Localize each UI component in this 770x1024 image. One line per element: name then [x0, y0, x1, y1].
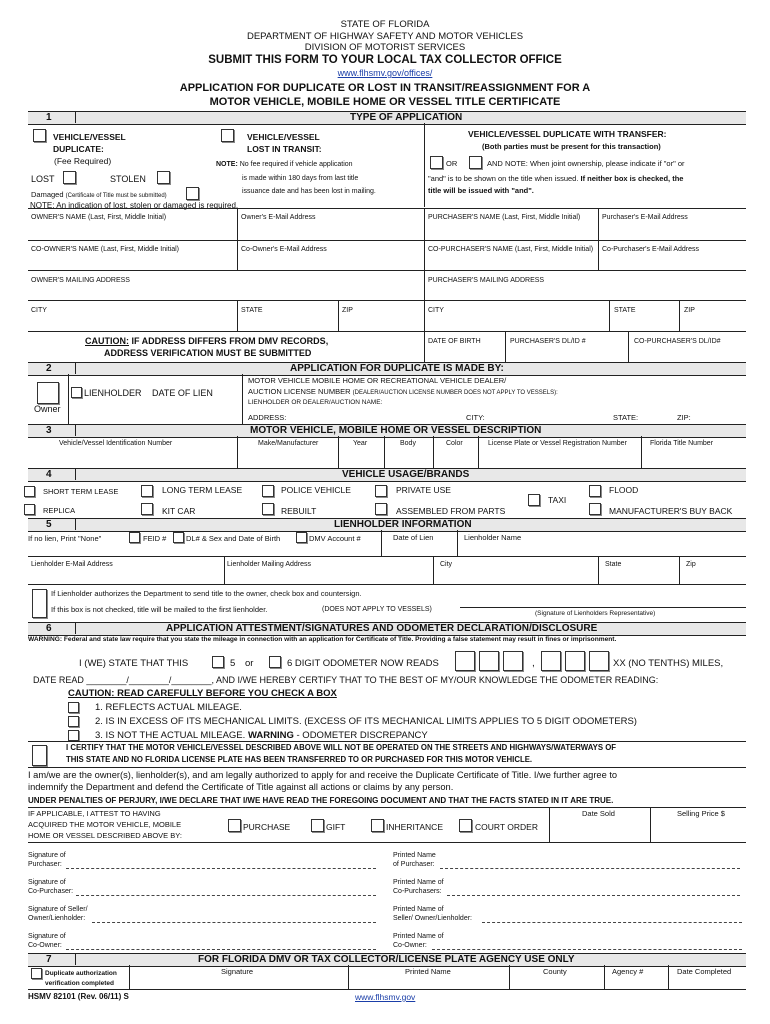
- dealer-city-label: CITY:: [466, 413, 485, 422]
- header-division: DIVISION OF MOTORIST SERVICES: [304, 42, 466, 53]
- transfer-or-checkbox[interactable]: [430, 156, 443, 169]
- stolen-checkbox[interactable]: [157, 171, 170, 184]
- short-term-lease-label: SHORT TERM LEASE: [43, 487, 119, 496]
- lienholder-authorize-text: If Lienholder authorizes the Department to send title to the owner, check box and countersign.: [51, 589, 362, 598]
- if-no-lien-label: If no lien, Print "None": [28, 534, 102, 543]
- purchaser-name-label: PURCHASER'S NAME (Last, First, Middle Initial): [428, 214, 581, 221]
- lost-checkbox[interactable]: [63, 171, 76, 184]
- damaged-label: Damaged (Certificate of Title must be submitted): [31, 190, 167, 199]
- sig-copurchaser-label-line2: Co-Purchaser:: [28, 888, 74, 895]
- section3-title: MOTOR VEHICLE, MOBILE HOME OR VESSEL DESCRIPTION: [250, 425, 542, 436]
- long-term-lease-label: LONG TERM LEASE: [162, 485, 243, 495]
- sig-coowner-line[interactable]: [66, 949, 376, 950]
- lienholder-signature-label: (Signature of Lienholders Representative): [535, 610, 656, 617]
- color-label: Color: [446, 440, 463, 447]
- five-digit-checkbox[interactable]: [212, 656, 224, 668]
- coowner-email-label: Co-Owner's E-Mail Address: [241, 246, 327, 253]
- odometer-comma: ,: [532, 658, 535, 669]
- date-of-lien-label: DATE OF LIEN: [152, 388, 213, 398]
- purchaser-mailing-label: PURCHASER'S MAILING ADDRESS: [428, 277, 545, 284]
- sig-seller-line[interactable]: [92, 922, 376, 923]
- sig-purchaser-label-line1: Signature of: [28, 852, 66, 859]
- kit-car-checkbox[interactable]: [141, 503, 153, 515]
- pn-seller-label-line1: Printed Name of: [393, 906, 444, 913]
- feid-checkbox[interactable]: [129, 532, 140, 543]
- not-actual-label: 3. IS NOT THE ACTUAL MILEAGE. WARNING - ODOMETER DISCREPANCY: [95, 730, 428, 741]
- date-sold-label: Date Sold: [582, 809, 615, 818]
- owner-email-label: Owner's E-Mail Address: [241, 214, 316, 221]
- year-label: Year: [353, 440, 368, 447]
- odometer-digit-4[interactable]: [541, 651, 561, 671]
- sig-coowner-label-line2: Co-Owner:: [28, 942, 62, 949]
- section1-number: 1: [46, 112, 52, 123]
- sig-seller-label-line1: Signature of Seller/: [28, 906, 88, 913]
- owner-city-label: CITY: [31, 307, 47, 314]
- lienholder-checkbox[interactable]: [71, 387, 82, 398]
- section5-title: LIENHOLDER INFORMATION: [334, 519, 472, 530]
- dmv-account-label: DMV Account #: [309, 534, 361, 543]
- attest-line3: HOME OR VESSEL DESCRIBED ABOVE BY:: [28, 831, 182, 840]
- lienholder-email-label: Lienholder E-Mail Address: [31, 561, 113, 568]
- not-actual-checkbox[interactable]: [68, 730, 79, 741]
- six-digit-checkbox[interactable]: [269, 656, 281, 668]
- footer-link[interactable]: www.flhsmv.gov: [355, 992, 416, 1002]
- selling-price-label: Selling Price $: [677, 809, 725, 818]
- sig-copurchaser-label-line1: Signature of: [28, 879, 66, 886]
- caution-address-line1: CAUTION: IF ADDRESS DIFFERS FROM DMV RECORDS,: [85, 336, 329, 346]
- gift-checkbox[interactable]: [311, 819, 324, 832]
- pn-seller-line[interactable]: [482, 922, 742, 923]
- flood-checkbox[interactable]: [589, 485, 601, 497]
- buyback-label: MANUFACTURER'S BUY BACK: [609, 506, 733, 516]
- police-vehicle-checkbox[interactable]: [262, 485, 274, 497]
- section7-title: FOR FLORIDA DMV OR TAX COLLECTOR/LICENSE PLATE AGENCY USE ONLY: [198, 954, 575, 965]
- sig-seller-label-line2: Owner/Lienholder:: [28, 915, 86, 922]
- odometer-digit-1[interactable]: [455, 651, 475, 671]
- plate-label: License Plate or Vessel Registration Number: [488, 440, 627, 447]
- duplicate-title-line2: DUPLICATE:: [53, 144, 104, 154]
- excess-limits-label: 2. IS IN EXCESS OF ITS MECHANICAL LIMITS. (EXCESS OF ITS MECHANICAL LIMITS APPLIES TO 5 DIGIT ODOMETERS): [95, 716, 637, 727]
- s7-county-label: County: [543, 967, 567, 976]
- lienholder-name-label: Lienholder Name: [464, 533, 522, 542]
- pn-coowner-label-line1: Printed Name of: [393, 933, 444, 940]
- certify-not-operated-checkbox[interactable]: [32, 745, 47, 766]
- owners-statement-line1: I am/we are the owner(s), lienholder(s), and am legally authorized to apply for and receive the Duplicate Certificate of Title. I/we further agree to: [28, 770, 618, 780]
- odometer-digit-6[interactable]: [589, 651, 609, 671]
- pn-copurchaser-line[interactable]: [447, 895, 740, 896]
- taxi-label: TAXI: [548, 495, 567, 505]
- lost-in-transit-note-line1: NOTE: No fee required if vehicle application: [216, 161, 353, 168]
- dl-sex-dob-checkbox[interactable]: [173, 532, 184, 543]
- inheritance-label: INHERITANCE: [386, 822, 443, 832]
- lost-in-transit-title-line1: VEHICLE/VESSEL: [247, 132, 320, 142]
- purchaser-city-label: CITY: [428, 307, 444, 314]
- taxi-checkbox[interactable]: [528, 494, 540, 506]
- owner-zip-label: ZIP: [342, 307, 353, 314]
- attest-line2: ACQUIRED THE MOTOR VEHICLE, MOBILE: [28, 820, 182, 829]
- body-label: Body: [400, 440, 416, 447]
- header-submit: SUBMIT THIS FORM TO YOUR LOCAL TAX COLLECTOR OFFICE: [208, 54, 562, 66]
- lienholder-state-label: State: [605, 561, 622, 568]
- form-number: HSMV 82101 (Rev. 06/11) S: [28, 992, 129, 1001]
- owner-mailing-label: OWNER'S MAILING ADDRESS: [31, 277, 130, 284]
- stolen-label: STOLEN: [110, 174, 146, 184]
- replica-checkbox[interactable]: [24, 504, 35, 515]
- private-use-label: PRIVATE USE: [396, 485, 451, 495]
- lienholder-authorize-checkbox[interactable]: [32, 589, 47, 618]
- pn-coowner-line[interactable]: [432, 949, 742, 950]
- pn-seller-label-line2: Seller/ Owner/Lienholder:: [393, 915, 472, 922]
- lost-in-transit-note-line3: issuance date and has been lost in mailing.: [242, 188, 376, 195]
- transfer-and-checkbox[interactable]: [469, 156, 482, 169]
- s7-agency-label: Agency #: [612, 967, 644, 976]
- section4-title: VEHICLE USAGE/BRANDS: [342, 469, 470, 480]
- transfer-note-line1: AND NOTE: When joint ownership, please indicate if "or" or: [487, 159, 685, 168]
- certify-line1: I CERTIFY THAT THE MOTOR VEHICLE/VESSEL DESCRIBED ABOVE WILL NOT BE OPERATED ON THE STREETS AND HIGHWAYS/WATERWAYS OF: [66, 743, 617, 752]
- buyback-checkbox[interactable]: [589, 503, 601, 515]
- dup-auth-checkbox[interactable]: [31, 968, 42, 979]
- lienholder-city-label: City: [440, 561, 453, 568]
- caution-address-line2: ADDRESS VERIFICATION MUST BE SUBMITTED: [104, 348, 312, 358]
- section2-number: 2: [46, 363, 52, 374]
- sig-copurchaser-line[interactable]: [76, 895, 376, 896]
- pn-purchaser-label-line2: of Purchaser:: [393, 861, 435, 868]
- assembled-checkbox[interactable]: [375, 503, 387, 515]
- form-title-line1: APPLICATION FOR DUPLICATE OR LOST IN TRANSIT/REASSIGNMENT FOR A: [179, 82, 591, 94]
- sig-coowner-label-line1: Signature of: [28, 933, 66, 940]
- dup-auth-line2: verification completed: [45, 980, 114, 987]
- replica-label: REPLICA: [43, 506, 76, 515]
- fee-required: (Fee Required): [54, 156, 112, 166]
- section6-number: 6: [46, 623, 52, 634]
- dealer-name-label: LIENHOLDER OR DEALER/AUCTION NAME:: [248, 399, 383, 406]
- lost-label: LOST: [31, 174, 55, 184]
- copurchaser-name-label: CO-PURCHASER'S NAME (Last, First, Middle Initial): [428, 246, 594, 253]
- s7-printed-name-label: Printed Name: [405, 967, 451, 976]
- title-number-label: Florida Title Number: [650, 440, 714, 447]
- copurchaser-dlid-label: CO-PURCHASER'S DL/ID#: [634, 338, 721, 345]
- section2-title: APPLICATION FOR DUPLICATE IS MADE BY:: [290, 363, 504, 374]
- police-vehicle-label: POLICE VEHICLE: [281, 485, 351, 495]
- section5-number: 5: [46, 519, 52, 530]
- section4-number: 4: [46, 469, 52, 480]
- purchaser-state-label: STATE: [614, 307, 636, 314]
- assembled-label: ASSEMBLED FROM PARTS: [396, 506, 506, 516]
- section3-number: 3: [46, 425, 52, 436]
- six-digit-label: 6 DIGIT ODOMETER NOW READS: [287, 658, 439, 669]
- header-state: STATE OF FLORIDA: [340, 19, 430, 30]
- dealer-address-label: ADDRESS:: [248, 413, 287, 422]
- court-order-label: COURT ORDER: [475, 822, 538, 832]
- private-use-checkbox[interactable]: [375, 485, 387, 497]
- feid-label: FEID #: [143, 534, 167, 543]
- header-department: DEPARTMENT OF HIGHWAY SAFETY AND MOTOR VEHICLES: [246, 31, 524, 42]
- dl-sex-dob-label: DL# & Sex and Date of Birth: [186, 534, 281, 543]
- copurchaser-email-label: Co-Purchaser's E-Mail Address: [602, 246, 700, 253]
- indication-note: NOTE: An indication of lost, stolen or damaged is required.: [30, 201, 239, 210]
- dealer-zip-label: ZIP:: [677, 413, 691, 422]
- transfer-title: VEHICLE/VESSEL DUPLICATE WITH TRANSFER:: [468, 129, 667, 139]
- or-label: or: [245, 658, 254, 669]
- excess-limits-checkbox[interactable]: [68, 716, 79, 727]
- actual-mileage-checkbox[interactable]: [68, 702, 79, 713]
- attest-line1: IF APPLICABLE, I ATTEST TO HAVING: [28, 809, 161, 818]
- transfer-note-line3: title will be issued with "and".: [428, 186, 534, 195]
- title-mailed-text: If this box is not checked, title will be mailed to the first lienholder.: [51, 605, 268, 614]
- odometer-warning: WARNING: Federal and state law require that you state the mileage in connection with an application for Certificate of Title. Providing a false statement may result in fines or imprisonment.: [28, 636, 617, 643]
- rebuilt-checkbox[interactable]: [262, 503, 274, 515]
- owner-state-label: STATE: [241, 307, 263, 314]
- transfer-note-line2: "and" is to be shown on the title when issued. If neither box is checked, the: [428, 174, 684, 183]
- pn-coowner-label-line2: Co-Owner:: [393, 942, 427, 949]
- form-title-line2: MOTOR VEHICLE, MOBILE HOME OR VESSEL TITLE CERTIFICATE: [209, 96, 561, 108]
- purchase-label: PURCHASE: [243, 822, 291, 832]
- duplicate-checkbox[interactable]: [33, 129, 46, 142]
- sig-purchaser-line[interactable]: [66, 868, 376, 869]
- transfer-or-label: OR: [446, 159, 458, 168]
- dmv-account-checkbox[interactable]: [296, 532, 307, 543]
- does-not-apply-vessels: (DOES NOT APPLY TO VESSELS): [322, 606, 432, 613]
- vin-label: Vehicle/Vessel Identification Number: [59, 440, 173, 447]
- lienholder-label: LIENHOLDER: [84, 388, 142, 398]
- lost-in-transit-title-line2: LOST IN TRANSIT:: [247, 144, 322, 154]
- kit-car-label: KIT CAR: [162, 506, 196, 516]
- caution-check-box: CAUTION: READ CAREFULLY BEFORE YOU CHECK A BOX: [68, 688, 337, 699]
- odometer-digit-3[interactable]: [503, 651, 523, 671]
- make-label: Make/Manufacturer: [258, 440, 319, 447]
- perjury-statement: UNDER PENALTIES OF PERJURY, I/WE DECLARE THAT I/WE HAVE READ THE FOREGOING DOCUMENT AND THAT THE FACTS STATED IN IT ARE TRUE.: [28, 796, 614, 805]
- certify-line2: THIS STATE AND NO FLORIDA LICENSE PLATE HAS BEEN TRANSFERRED TO OR PURCHASED FOR THIS MOTOR VEHICLE.: [66, 755, 533, 764]
- odometer-statement-label: I (WE) STATE THAT THIS: [79, 658, 189, 669]
- gift-label: GIFT: [326, 822, 346, 832]
- court-order-checkbox[interactable]: [459, 819, 472, 832]
- actual-mileage-label: 1. REFLECTS ACTUAL MILEAGE.: [95, 702, 242, 713]
- purchaser-dlid-label: PURCHASER'S DL/ID #: [510, 338, 586, 345]
- purchaser-email-label: Purchaser's E-Mail Address: [602, 214, 688, 221]
- pn-copurchaser-label-line1: Printed Name of: [393, 879, 444, 886]
- pn-copurchaser-label-line2: Co-Purchasers:: [393, 888, 442, 895]
- dup-auth-line1: Duplicate authorization: [45, 970, 117, 977]
- owner-label: Owner: [34, 404, 61, 414]
- owner-name-label: OWNER'S NAME (Last, First, Middle Initial): [31, 214, 167, 221]
- sig-purchaser-label-line2: Purchaser:: [28, 861, 62, 868]
- section7-number: 7: [46, 954, 52, 965]
- lost-in-transit-note-line2: is made within 180 days from last title: [242, 175, 359, 182]
- lienholder-mailing-label: Lienholder Mailing Address: [227, 561, 312, 568]
- odometer-digit-2[interactable]: [479, 651, 499, 671]
- dealer-line2: AUCTION LICENSE NUMBER (DEALER/AUCTION LICENSE NUMBER DOES NOT APPLY TO VESSELS):: [248, 387, 558, 396]
- transfer-subtitle: (Both parties must be present for this transaction): [482, 142, 661, 151]
- purchaser-zip-label: ZIP: [684, 307, 695, 314]
- inheritance-checkbox[interactable]: [371, 819, 384, 832]
- lien-date-label: Date of Lien: [393, 533, 434, 542]
- dealer-state-label: STATE:: [613, 413, 639, 422]
- owner-checkbox[interactable]: [37, 382, 59, 404]
- owners-statement-line2: indemnify the Department and defend the Certificate of Title against all actions or claims by any person.: [28, 782, 454, 792]
- coowner-name-label: CO-OWNER'S NAME (Last, First, Middle Initial): [31, 246, 179, 253]
- duplicate-title-line1: VEHICLE/VESSEL: [53, 132, 126, 142]
- date-read-statement: DATE READ ________/________/________, AND I/WE HEREBY CERTIFY THAT TO THE BEST OF MY/OUR KNOWLEDGE THE ODOMETER READING:: [33, 675, 659, 685]
- pn-purchaser-label-line1: Printed Name: [393, 852, 436, 859]
- s7-date-completed-label: Date Completed: [677, 967, 732, 976]
- lost-in-transit-checkbox[interactable]: [221, 129, 234, 142]
- purchase-checkbox[interactable]: [228, 819, 241, 832]
- section1-title: TYPE OF APPLICATION: [350, 112, 463, 123]
- short-term-lease-checkbox[interactable]: [24, 486, 35, 497]
- flood-label: FLOOD: [609, 485, 639, 495]
- pn-purchaser-line[interactable]: [440, 868, 740, 869]
- header-link[interactable]: www.flhsmv.gov/offices/: [337, 68, 433, 78]
- section6-title: APPLICATION ATTESTMENT/SIGNATURES AND ODOMETER DECLARATION/DISCLOSURE: [166, 623, 598, 634]
- rebuilt-label: REBUILT: [281, 506, 317, 516]
- s7-signature-label: Signature: [221, 967, 254, 976]
- lienholder-zip-label: Zip: [686, 561, 696, 568]
- five-digit-label: 5: [230, 658, 236, 669]
- dealer-line1: MOTOR VEHICLE MOBILE HOME OR RECREATIONAL VEHICLE DEALER/: [248, 376, 507, 385]
- purchaser-dob-label: DATE OF BIRTH: [428, 338, 481, 345]
- no-tenths-label: XX (NO TENTHS) MILES,: [613, 658, 724, 669]
- odometer-digit-5[interactable]: [565, 651, 585, 671]
- damaged-checkbox[interactable]: [186, 187, 199, 200]
- long-term-lease-checkbox[interactable]: [141, 485, 153, 497]
